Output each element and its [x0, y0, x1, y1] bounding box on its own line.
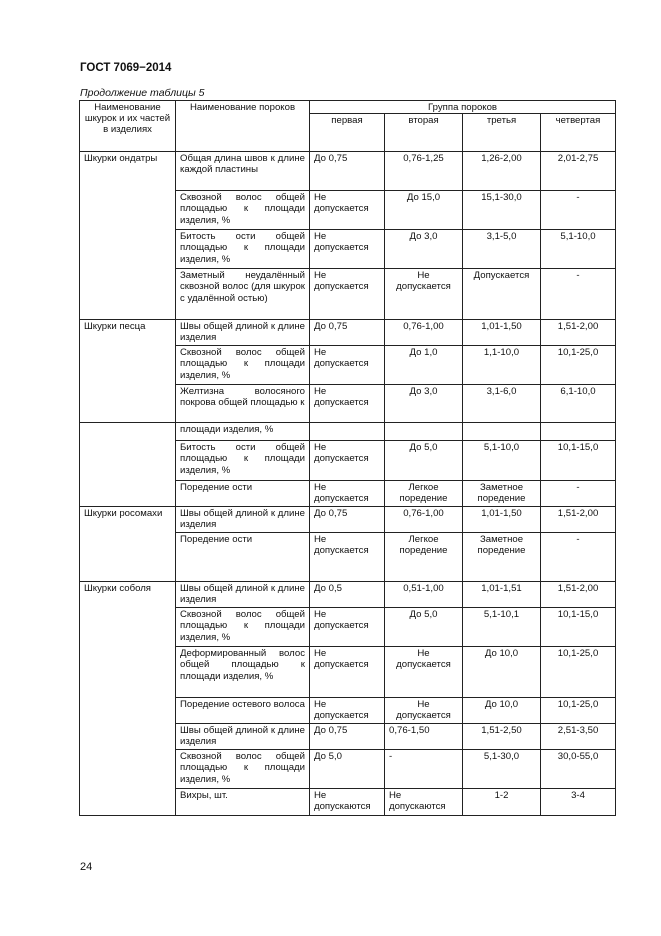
group4-cell: 2,51-3,50 — [541, 724, 616, 750]
group2-cell: Не допускается — [385, 647, 463, 698]
group3-cell: 15,1-30,0 — [463, 191, 541, 230]
group4-cell: 10,1-15,0 — [541, 608, 616, 647]
defect-cell: Поредение ости — [176, 533, 310, 582]
group4-cell: 10,1-25,0 — [541, 647, 616, 698]
group4-cell: 6,1-10,0 — [541, 385, 616, 423]
group3-cell: 5,1-10,1 — [463, 608, 541, 647]
group1-cell: Не допускается — [310, 608, 385, 647]
group2-cell: До 5,0 — [385, 608, 463, 647]
group4-cell — [541, 423, 616, 441]
defect-cell: Сквозной волос общей площадью к площади изделия, % — [176, 191, 310, 230]
group3-cell: 1,01-1,50 — [463, 320, 541, 346]
defect-cell: Сквозной волос общей площадью к площади изделия, % — [176, 346, 310, 385]
group3-cell: Заметное поредение — [463, 481, 541, 507]
group4-cell: - — [541, 191, 616, 230]
group1-cell: Не допускаются — [310, 789, 385, 816]
group1-cell: Не допускается — [310, 346, 385, 385]
defect-cell: Битость ости общей площадью к площади изделия, % — [176, 441, 310, 481]
item-cell: Шкурки ондатры — [80, 152, 176, 320]
group1-cell: Не допускается — [310, 533, 385, 582]
group2-cell: До 1,0 — [385, 346, 463, 385]
group2-cell: До 15,0 — [385, 191, 463, 230]
group2-cell: До 3,0 — [385, 230, 463, 269]
defect-cell: Швы общей длиной к длине изделия — [176, 320, 310, 346]
group1-cell — [310, 423, 385, 441]
defects-table — [79, 100, 616, 816]
table-caption: Продолжение таблицы 5 — [80, 87, 205, 99]
header-group-second: вторая — [385, 114, 463, 152]
group3-cell: 1-2 — [463, 789, 541, 816]
item-cell: Шкурки соболя — [80, 582, 176, 816]
defect-cell: площади изделия, % — [176, 423, 310, 441]
group4-cell: 1,51-2,00 — [541, 507, 616, 533]
item-cell: Шкурки песца — [80, 320, 176, 423]
defect-cell: Общая длина швов к длине каждой пластины — [176, 152, 310, 191]
table-row — [80, 423, 616, 441]
group1-cell: До 0,75 — [310, 320, 385, 346]
group1-cell: Не допускается — [310, 698, 385, 724]
defect-cell: Швы общей длиной к длине изделия — [176, 507, 310, 533]
group3-cell: Заметное поредение — [463, 533, 541, 582]
group2-cell: 0,76-1,25 — [385, 152, 463, 191]
defect-cell: Поредение остевого волоса — [176, 698, 310, 724]
group4-cell: 1,51-2,00 — [541, 320, 616, 346]
group2-cell — [385, 423, 463, 441]
group2-cell: 0,76-1,00 — [385, 507, 463, 533]
group2-cell: - — [385, 750, 463, 789]
group3-cell: До 10,0 — [463, 698, 541, 724]
item-cell: Шкурки росомахи — [80, 507, 176, 582]
defect-cell: Сквозной волос общей площадью к площади изделия, % — [176, 750, 310, 789]
group3-cell: 1,1-10,0 — [463, 346, 541, 385]
group2-cell: 0,76-1,50 — [385, 724, 463, 750]
defect-cell: Поредение ости — [176, 481, 310, 507]
group2-cell: 0,76-1,00 — [385, 320, 463, 346]
page-number: 24 — [80, 861, 93, 873]
group1-cell: До 0,75 — [310, 507, 385, 533]
group4-cell: 10,1-25,0 — [541, 346, 616, 385]
defect-cell: Желтизна волосяного покрова общей площадью к — [176, 385, 310, 423]
group3-cell — [463, 423, 541, 441]
group4-cell: - — [541, 481, 616, 507]
header-defect-group: Группа пороков — [310, 101, 616, 114]
group3-cell: 1,51-2,50 — [463, 724, 541, 750]
group2-cell: 0,51-1,00 — [385, 582, 463, 608]
group3-cell: До 10,0 — [463, 647, 541, 698]
group4-cell: - — [541, 533, 616, 582]
defect-cell: Заметный неудалённый сквозной волос (для шкурок с удалённой остью) — [176, 269, 310, 320]
group1-cell: Не допускается — [310, 191, 385, 230]
group1-cell: Не допускается — [310, 481, 385, 507]
group4-cell: 2,01-2,75 — [541, 152, 616, 191]
group2-cell: Легкое поредение — [385, 533, 463, 582]
group4-cell: 3-4 — [541, 789, 616, 816]
document-header: ГОСТ 7069−2014 — [80, 62, 172, 74]
table-row — [80, 320, 616, 346]
group3-cell: 5,1-30,0 — [463, 750, 541, 789]
defect-cell: Швы общей длиной к длине изделия — [176, 582, 310, 608]
group3-cell: Допускается — [463, 269, 541, 320]
header-defect-name: Наименование пороков — [176, 101, 310, 152]
group2-cell: Легкое поредение — [385, 481, 463, 507]
header-item-name: Наименование шкурок и их частей в изделиях — [80, 101, 176, 152]
header-group-fourth: четвертая — [541, 114, 616, 152]
group4-cell: 10,1-25,0 — [541, 698, 616, 724]
defect-cell: Сквозной волос общей площадью к площади изделия, % — [176, 608, 310, 647]
group2-cell: Не допускается — [385, 698, 463, 724]
header-group-third: третья — [463, 114, 541, 152]
defect-cell: Деформированный волос общей площадью к площади изделия, % — [176, 647, 310, 698]
defect-cell: Вихры, шт. — [176, 789, 310, 816]
item-cell — [80, 423, 176, 507]
group1-cell: Не допускается — [310, 647, 385, 698]
group3-cell: 1,01-1,50 — [463, 507, 541, 533]
group4-cell: - — [541, 269, 616, 320]
group1-cell: Не допускается — [310, 385, 385, 423]
group2-cell: Не допускаются — [385, 789, 463, 816]
header-group-first: первая — [310, 114, 385, 152]
group1-cell: До 0,75 — [310, 724, 385, 750]
group2-cell: До 5,0 — [385, 441, 463, 481]
group4-cell: 1,51-2,00 — [541, 582, 616, 608]
group4-cell: 5,1-10,0 — [541, 230, 616, 269]
group1-cell: До 0,75 — [310, 152, 385, 191]
group3-cell: 3,1-6,0 — [463, 385, 541, 423]
group3-cell: 1,01-1,51 — [463, 582, 541, 608]
table-row — [80, 582, 616, 608]
group2-cell: До 3,0 — [385, 385, 463, 423]
group1-cell: До 0,5 — [310, 582, 385, 608]
group1-cell: Не допускается — [310, 269, 385, 320]
group4-cell: 10,1-15,0 — [541, 441, 616, 481]
group1-cell: Не допускается — [310, 230, 385, 269]
group4-cell: 30,0-55,0 — [541, 750, 616, 789]
group1-cell: До 5,0 — [310, 750, 385, 789]
group3-cell: 1,26-2,00 — [463, 152, 541, 191]
group1-cell: Не допускается — [310, 441, 385, 481]
defect-cell: Битость ости общей площадью к площади изделия, % — [176, 230, 310, 269]
group3-cell: 3,1-5,0 — [463, 230, 541, 269]
group3-cell: 5,1-10,0 — [463, 441, 541, 481]
table-row — [80, 152, 616, 191]
group2-cell: Не допускается — [385, 269, 463, 320]
defect-cell: Швы общей длиной к длине изделия — [176, 724, 310, 750]
table-row — [80, 507, 616, 533]
